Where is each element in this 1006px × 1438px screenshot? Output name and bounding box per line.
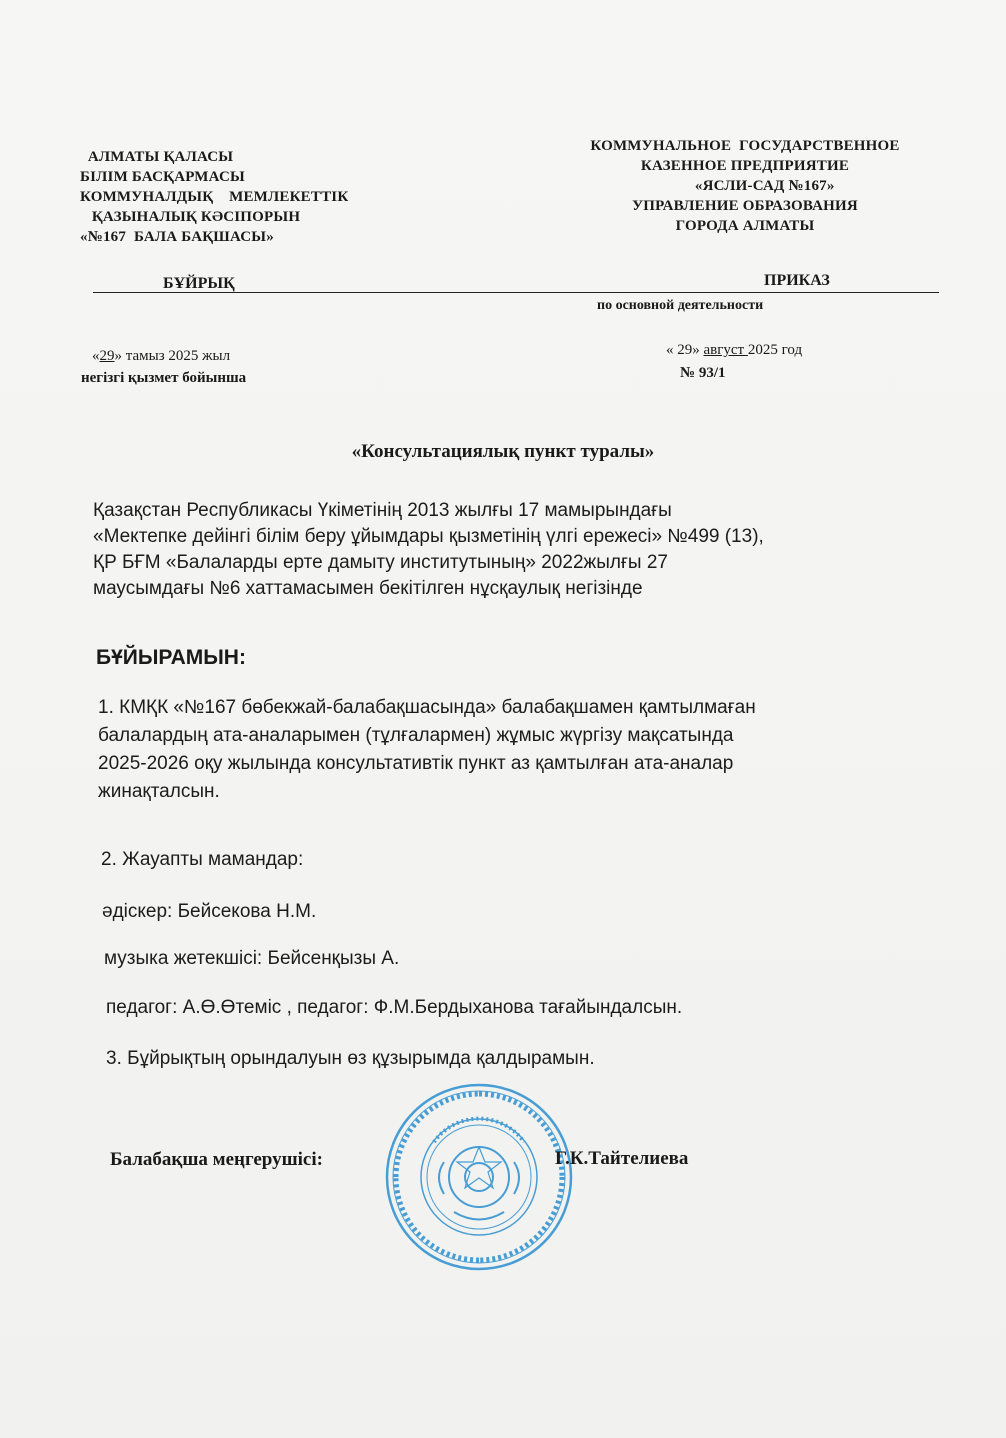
intro-line: «Мектепке дейінгі білім беру ұйымдары қызметінің үлгі ережесі» №499 (13), xyxy=(93,526,764,547)
decree-heading: БҰЙЫРАМЫН: xyxy=(96,646,246,669)
header-left-line: АЛМАТЫ ҚАЛАСЫ xyxy=(80,149,234,165)
date-ru-month: август xyxy=(703,342,748,358)
date-ru xyxy=(666,342,802,359)
date-kz xyxy=(92,348,230,365)
date-ru-rest: 2025 год xyxy=(747,342,803,358)
item-1-line: 1. КМҚК «№167 бөбекжай-балабақшасында» балабақшамен қамтылмаған xyxy=(98,697,756,718)
intro-line: ҚР БҒМ «Балаларды ерте дамыту институтының» 2022жылғы 27 xyxy=(93,552,668,573)
item-1-line: жинақталсын. xyxy=(98,781,220,802)
order-number: № 93/1 xyxy=(680,365,726,381)
official-seal xyxy=(384,1082,574,1272)
header-right-line: КАЗЕННОЕ ПРЕДПРИЯТИЕ xyxy=(640,158,850,174)
intro-line: Қазақстан Республикасы Үкіметінің 2013 жылғы 17 мамырындағы xyxy=(93,500,672,521)
header-left-line: БІЛІМ БАСҚАРМАСЫ xyxy=(80,169,245,185)
header-right-line: КОММУНАЛЬНОЕ ГОСУДАРСТВЕННОЕ xyxy=(590,138,900,154)
item-3: 3. Бұйрықтың орындалуын өз құзырымда қалдырамын. xyxy=(106,1048,595,1069)
intro-paragraph xyxy=(93,498,963,602)
date-kz-day: 29 xyxy=(99,348,115,364)
header-right-line: УПРАВЛЕНИЕ ОБРАЗОВАНИЯ xyxy=(632,198,858,214)
staff-music: музыка жетекшісі: Бейсенқызы А. xyxy=(104,948,400,969)
subtitle-kz: негізгі қызмет бойынша xyxy=(81,370,247,386)
item-1 xyxy=(98,694,756,806)
doc-type-ru: ПРИКАЗ xyxy=(764,272,830,289)
item-1-line: 2025-2026 оқу жылында консультативтік пункт аз қамтылған ата-аналар xyxy=(98,753,734,774)
signature-name: Г.К.Тайтелиева xyxy=(555,1148,689,1169)
doc-type-kz: БҰЙРЫҚ xyxy=(163,275,235,292)
item-2: 2. Жауапты мамандар: xyxy=(101,849,304,870)
document-title: «Консультациялық пункт туралы» xyxy=(351,441,655,462)
staff-methodist: әдіскер: Бейсекова Н.М. xyxy=(102,901,317,922)
header-left-line: КОММУНАЛДЫҚ МЕМЛЕКЕТТІК xyxy=(80,189,349,205)
date-kz-open: « xyxy=(92,348,100,364)
header-left-line: ҚАЗЫНАЛЫҚ КӘСІПОРЫН xyxy=(80,209,301,225)
staff-teachers: педагог: А.Ө.Өтеміс , педагог: Ф.М.Бердыханова тағайындалсын. xyxy=(106,997,683,1018)
subtitle-ru: по основной деятельности xyxy=(597,298,764,313)
header-left-line: «№167 БАЛА БАҚШАСЫ» xyxy=(80,229,274,245)
header-right-line: ГОРОДА АЛМАТЫ xyxy=(675,218,815,234)
signature-label: Балабақша меңгерушісі: xyxy=(110,1149,323,1170)
intro-line: маусымдағы №6 хаттамасымен бекітілген нұсқаулық негізінде xyxy=(93,578,643,599)
header-right-ru xyxy=(550,136,940,236)
item-1-line: балалардың ата-аналарымен (тұлғалармен) жұмыс жүргізу мақсатында xyxy=(98,725,734,746)
header-right-line: «ЯСЛИ-САД №167» xyxy=(655,178,835,194)
header-divider xyxy=(93,292,939,293)
header-left-kz xyxy=(80,147,348,247)
date-kz-rest: » тамыз 2025 жыл xyxy=(114,348,231,364)
date-ru-prefix: « 29» xyxy=(666,342,704,358)
